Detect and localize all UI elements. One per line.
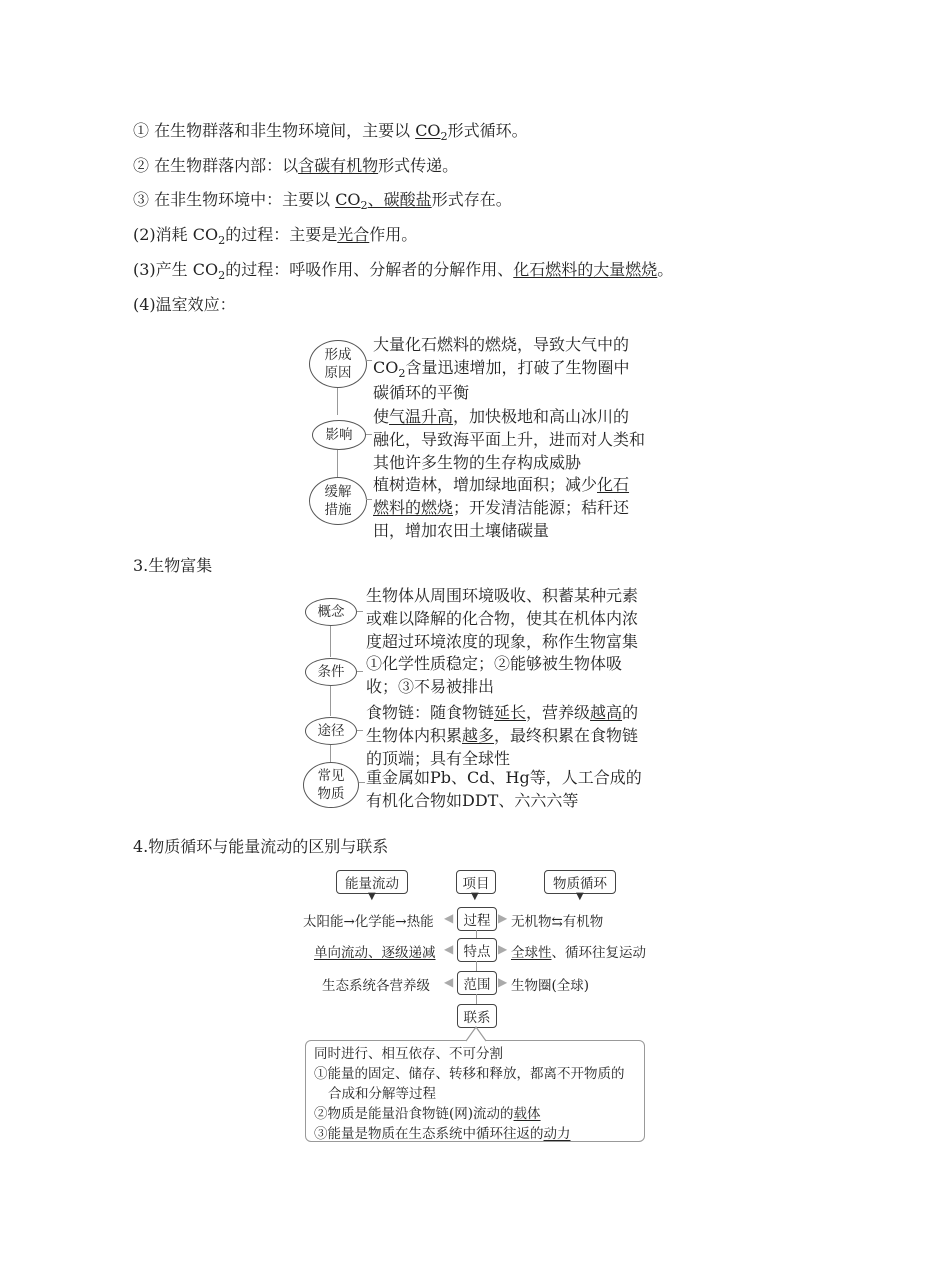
line4-post: 作用。 <box>369 225 418 244</box>
connector-line <box>476 961 477 971</box>
row-scope-matter: 生物圈(全球) <box>511 978 590 994</box>
item-process: 过程 <box>457 907 497 931</box>
line5-text: (3)产生 CO <box>133 260 219 279</box>
connection-line-1: 同时进行、相互依存、不可分割 <box>314 1046 503 1062</box>
desc-impact <box>373 404 645 473</box>
node-common-substances: 常见 物质 <box>303 762 359 808</box>
desc-mitigation-post: ；开发清洁能源；秸秆还田，增加农田土壤储碳量 <box>373 498 630 540</box>
row-process-matter: 无机物⇆有机物 <box>511 914 604 930</box>
desc-impact-underlined: 气温升高 <box>389 407 454 426</box>
line1-underlined <box>415 121 448 144</box>
connector-line <box>337 450 338 478</box>
connection-line-5-text: ③能量是物质在生态系统中循环往返的 <box>314 1126 544 1142</box>
node-impact: 影响 <box>312 420 366 450</box>
line3-text: ③ 在非生物环境中：主要以 <box>133 190 336 209</box>
dash <box>357 730 363 731</box>
row-feature-energy: 单向流动、逐级递减 <box>314 945 436 961</box>
header-material-cycle: 物质循环 <box>544 870 616 894</box>
down-arrow-icon: ▼ <box>576 891 584 902</box>
dash <box>366 434 372 435</box>
line4-mid: 的过程：主要是 <box>225 225 338 244</box>
text-line-1 <box>133 120 528 148</box>
line2-text: ② 在生物群落内部：以 <box>133 156 299 175</box>
desc-mitigation-pre: 植树造林，增加绿地面积；减少 <box>373 475 598 494</box>
left-arrow-icon: ◀ <box>444 975 454 989</box>
connection-box <box>305 1040 645 1142</box>
line3-co: CO <box>335 190 361 209</box>
left-arrow-icon: ◀ <box>444 942 454 956</box>
header-item: 项目 <box>456 870 496 894</box>
desc-pathway-u3: 越多 <box>462 726 495 745</box>
left-arrow-icon: ◀ <box>444 911 454 925</box>
desc-conditions: ①化学性质稳定；②能够被生物体吸收；③不易被排出 <box>366 654 623 696</box>
connection-line-5-underlined: 动力 <box>543 1126 571 1142</box>
node-cause: 形成 原因 <box>309 340 367 388</box>
line2-post: 形式传递。 <box>378 156 459 175</box>
text-line-4 <box>133 224 417 252</box>
node-pathway: 途径 <box>305 717 357 745</box>
node-concept: 概念 <box>305 598 357 626</box>
desc-concept: 生物体从周围环境吸收、积蓄某种元素或难以降解的化合物，使其在机体内浓度超过环境浓度的现象，称作生物富集 <box>366 586 639 651</box>
line3-post: 形式存在。 <box>431 190 512 209</box>
right-arrow-icon: ▶ <box>498 975 508 989</box>
connection-line-4-text: ②物质是能量沿食物链(网)流动的 <box>314 1106 514 1122</box>
desc-mitigation <box>373 472 645 541</box>
line3-underlined <box>335 190 432 213</box>
dash <box>366 499 372 500</box>
desc-pathway-u2: 越高 <box>590 703 623 722</box>
desc-pathway-d: ，最终积累在食物链的顶端；具有全球性 <box>366 726 639 768</box>
desc-cause-text: 大量化石燃料的燃烧，导致大气中的CO <box>373 335 630 377</box>
line1-sub: 2 <box>440 130 448 144</box>
dash <box>366 360 372 361</box>
desc-pathway <box>366 700 651 769</box>
section4-title: 4.物质循环与能量流动的区别与联系 <box>133 837 389 856</box>
desc-impact-pre: 使 <box>373 407 390 426</box>
node-mitigation: 缓解 措施 <box>309 477 367 525</box>
desc-pathway-c: 的生物体内积累 <box>366 703 639 745</box>
desc-cause-text2: 含量迅速增加，打破了生物圈中碳循环的平衡 <box>373 358 630 403</box>
item-scope: 范围 <box>457 971 497 995</box>
line3-sub: 2 <box>360 199 368 213</box>
connector-line <box>337 385 338 415</box>
connector-line <box>476 994 477 1004</box>
section3-title: 3.生物富集 <box>133 556 213 575</box>
connection-line-4-underlined: 载体 <box>513 1106 541 1122</box>
line4-text: (2)消耗 CO <box>133 225 219 244</box>
line2-underlined: 含碳有机物 <box>298 156 379 175</box>
line5-post: 。 <box>657 260 674 279</box>
dash <box>357 671 363 672</box>
connection-line-5 <box>314 1124 636 1144</box>
text-line-5 <box>133 259 673 287</box>
node-conditions: 条件 <box>305 658 357 686</box>
desc-pathway-b: ，营养级 <box>526 703 591 722</box>
row-scope-energy: 生态系统各营养级 <box>322 978 430 994</box>
line5-underlined: 化石燃料的大量燃烧 <box>513 260 658 279</box>
desc-common-substances: 重金属如Pb、Cd、Hg等，人工合成的有机化合物如DDT、六六六等 <box>366 768 642 810</box>
connector-line <box>476 930 477 938</box>
line1-post: 形式循环。 <box>447 121 528 140</box>
connection-line-3: 合成和分解等过程 <box>328 1086 436 1102</box>
connector-line <box>330 686 331 716</box>
row-process-energy: 太阳能→化学能→热能 <box>303 914 434 930</box>
line4-sub: 2 <box>218 234 226 248</box>
desc-pathway-a: 食物链：随食物链 <box>366 703 495 722</box>
line4-underlined: 光合 <box>337 225 370 244</box>
line5-sub: 2 <box>218 269 226 283</box>
dash <box>359 782 365 783</box>
connector-line <box>330 625 331 657</box>
item-feature: 特点 <box>457 938 497 962</box>
desc-mitigation-underlined: 化石燃料的燃烧 <box>373 475 630 517</box>
down-arrow-icon: ▼ <box>471 891 479 902</box>
connection-line-4 <box>314 1104 636 1124</box>
desc-cause-sub: 2 <box>398 367 406 381</box>
down-arrow-icon: ▼ <box>368 891 376 902</box>
right-arrow-icon: ▶ <box>498 911 508 925</box>
header-energy-flow: 能量流动 <box>336 870 408 894</box>
text-line-3 <box>133 189 512 217</box>
desc-impact-post: ，加快极地和高山冰川的融化，导致海平面上升，进而对人类和其他许多生物的生存构成威胁 <box>373 407 646 472</box>
desc-cause <box>373 332 645 403</box>
right-arrow-icon: ▶ <box>498 942 508 956</box>
line1-co: CO <box>415 121 441 140</box>
dash <box>357 611 363 612</box>
feature-matter-underlined: 全球性 <box>511 945 552 961</box>
text-line-2 <box>133 155 458 177</box>
callout-pointer <box>466 1026 488 1042</box>
connection-line-2: ①能量的固定、储存、转移和释放，都离不开物质的 <box>314 1066 625 1082</box>
row-feature-matter <box>511 941 646 961</box>
feature-matter-rest: 、循环往复运动 <box>551 945 646 961</box>
item-connection: 联系 <box>457 1004 497 1028</box>
text-line-6: (4)温室效应： <box>133 295 236 314</box>
line1-text: ① 在生物群落和非生物环境间，主要以 <box>133 121 416 140</box>
desc-pathway-u1: 延长 <box>494 703 527 722</box>
line3-carbonate: 、碳酸盐 <box>367 190 432 209</box>
line5-mid: 的过程：呼吸作用、分解者的分解作用、 <box>225 260 514 279</box>
connector-line <box>330 745 331 763</box>
